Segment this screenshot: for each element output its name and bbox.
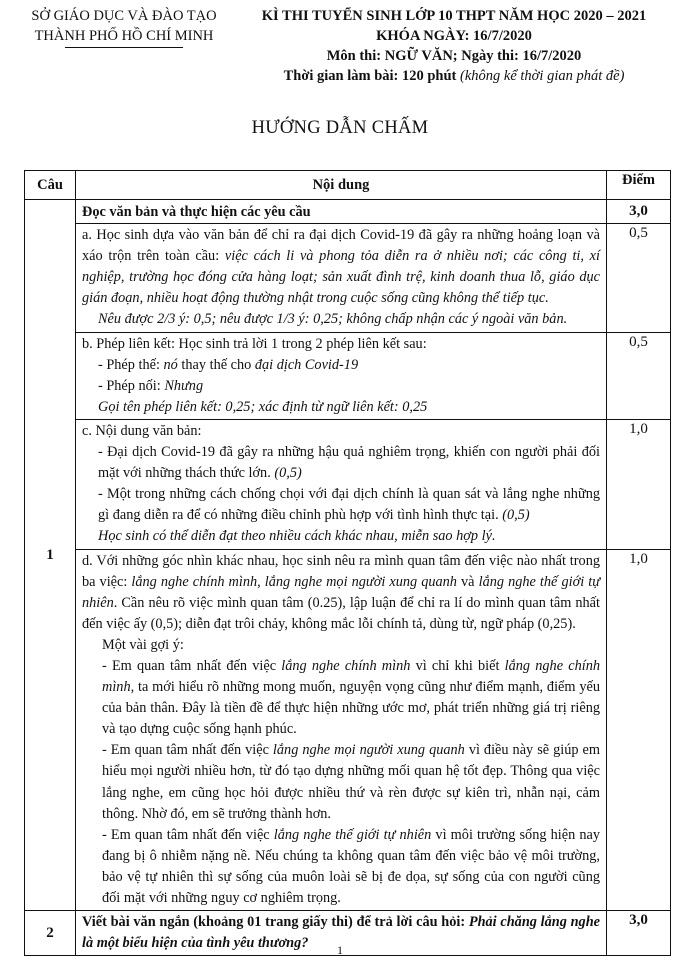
exam-date: KHÓA NGÀY: 16/7/2020 <box>376 28 532 44</box>
q1d-s2-italic: lắng nghe mọi người xung quanh <box>272 742 465 759</box>
q1d-s3-a: - Em quan tâm nhất đến việc <box>102 826 274 843</box>
q1b-the-word: nó <box>163 356 178 373</box>
q1c-point-2-text: - Một trong những cách chống chọi với đại dịch chính là quan sát và lắng nghe những gì đang diễn ra để có những điều chỉnh phù hợp với tình hình thực tại. <box>98 486 600 524</box>
q1c-content <box>76 419 607 549</box>
q1d-s1-italic: lắng nghe chính mình <box>281 657 411 674</box>
q1b-score: 0,5 <box>607 332 671 419</box>
q1a-text <box>82 225 600 309</box>
exam-duration-note: (không kể thời gian phát đề) <box>460 68 625 84</box>
table-header-row <box>25 171 671 200</box>
q1a-text-italic: việc cách li và phong tỏa diễn ra ở nhiều nơi; các công ti, xí nghiệp, trường học đóng cửa hàng loạt; sản xuất đình trệ, kinh doanh thua lỗ, giáo dục gián đoạn, nhiều hoạt động thường nhật trong cuộc sống cũng không thể tiếp tục. <box>82 248 600 307</box>
q1d-intro-3: . Cần nêu rõ việc mình quan tâm (0.25), lập luận để chỉ ra lí do mình quan tâm nhất đến việc ấy (0,5); diễn đạt trôi chảy, không mắc lỗi chính tả, dùng từ, ngữ pháp (0,25). <box>82 594 600 632</box>
page-title: HƯỚNG DẪN CHẤM <box>251 118 429 138</box>
q1d-intro-1: d. Với những góc nhìn khác nhau, học sinh nêu ra mình quan tâm đến việc nào nhất trong ba việc: <box>82 552 600 590</box>
table-row <box>25 419 671 549</box>
q1d-content <box>76 549 607 911</box>
q1c-note: Học sinh có thể diễn đạt theo nhiều cách khác nhau, miễn sao hợp lý. <box>98 528 496 545</box>
q1d-s2-a: - Em quan tâm nhất đến việc <box>102 742 273 759</box>
issuer-line-2: THÀNH PHỐ HỒ CHÍ MINH <box>34 28 214 44</box>
exam-header <box>236 6 672 86</box>
q1b-the-prefix: - Phép thế: <box>98 356 164 373</box>
q1d-intro <box>82 551 600 635</box>
q1d-s1-a: - Em quan tâm nhất đến việc <box>102 657 282 674</box>
q1b-noi <box>82 376 600 397</box>
q1d-s2-b: vì điều này sẽ giúp em hiểu mọi người nhiều hơn, từ đó tạo dựng những mối quan hệ tốt đẹp. Thông qua việc lắng nghe, em cũng học hỏi được nhiều thứ và rèn được sự kiên trì, nhẫn nại, cảm thông. Nhờ đó, em sẽ trưởng thành hơn. <box>102 742 600 822</box>
q1b-noi-word: Nhưng <box>164 377 204 394</box>
exam-duration-main: Thời gian làm bài: 120 phút <box>283 68 457 84</box>
q1d-s3-b: vì môi trường sống hiện nay đang bị ô nhiễm nặng nề. Nếu chúng ta không quan tâm đến việc bảo vệ môi trường, bảo vệ tự nhiên thì sự sống của muôn loài sẽ bị đe dọa, sự sống của con người cũng đối mặt với những nguy cơ nghiêm trọng. <box>102 826 601 906</box>
q1c-point-1-score: (0,5) <box>274 465 302 482</box>
q1-heading-score: 3,0 <box>607 200 671 224</box>
q2-score: 3,0 <box>607 911 671 956</box>
q1b-note: Gọi tên phép liên kết: 0,25; xác định từ ngữ liên kết: 0,25 <box>98 398 428 415</box>
q1b-text: b. Phép liên kết: Học sinh trả lời 1 trong 2 phép liên kết sau: <box>82 335 427 352</box>
q1a-content <box>76 224 607 332</box>
page-number: 1 <box>337 943 343 957</box>
grading-table <box>24 170 671 956</box>
q1c-point-1 <box>82 442 600 484</box>
q1-heading: Đọc văn bản và thực hiện các yêu cầu <box>76 200 607 224</box>
q1c-point-2-score: (0,5) <box>502 507 530 524</box>
q1c-point-2 <box>82 484 600 526</box>
q1b-the-mid: thay thế cho <box>177 356 255 373</box>
q1c-text: c. Nội dung văn bản: <box>82 422 202 439</box>
q1a-score: 0,5 <box>607 224 671 332</box>
table-row <box>25 224 671 332</box>
col-header-noidung: Nội dung <box>76 171 607 200</box>
issuer-underline <box>65 47 183 48</box>
q1c-point-1-text: - Đại dịch Covid-19 đã gây ra những hậu quả nghiêm trọng, khiến con người phải đối mặt với những thách thức lớn. <box>98 444 600 482</box>
q1b-the-target: đại dịch Covid-19 <box>254 356 359 373</box>
q1d-s1-b: vì chỉ khi biết <box>410 657 505 674</box>
q1b-the <box>82 355 600 376</box>
q1c-score: 1,0 <box>607 419 671 549</box>
q1d-intro-italic-2: lắng nghe thế giới tự nhiên <box>82 573 600 611</box>
table-row <box>25 332 671 419</box>
q1a-note: Nêu được 2/3 ý: 0,5; nêu được 1/3 ý: 0,25; không chấp nhận các ý ngoài văn bản. <box>98 311 568 328</box>
exam-duration <box>236 66 672 86</box>
question-number-2: 2 <box>25 911 76 956</box>
q1d-intro-2: và <box>456 573 479 590</box>
q2-text: Viết bài văn ngắn (khoảng 01 trang giấy thi) để trả lời câu hỏi: <box>82 914 469 931</box>
col-header-diem: Điểm <box>607 171 671 200</box>
q1b-noi-prefix: - Phép nối: <box>98 377 165 394</box>
q1d-score: 1,0 <box>607 549 671 911</box>
q1d-intro-italic-1: lắng nghe chính mình, lắng nghe mọi người xung quanh <box>131 573 457 590</box>
q1b-content <box>76 332 607 419</box>
q1d-suggestion-3 <box>82 825 600 909</box>
q1d-suggestion-2 <box>82 740 600 824</box>
exam-title: KÌ THI TUYỂN SINH LỚP 10 THPT NĂM HỌC 2020 – 2021 <box>261 8 647 24</box>
q1d-s3-italic: lắng nghe thế giới tự nhiên <box>273 826 432 843</box>
issuer-line-1: SỞ GIÁO DỤC VÀ ĐÀO TẠO <box>31 8 217 24</box>
q1d-suggestion-1 <box>82 656 600 740</box>
q1d-s1-italic-2: lắng nghe chính mình <box>102 657 600 696</box>
exam-subject: Môn thi: NGỮ VĂN; Ngày thi: 16/7/2020 <box>326 48 582 64</box>
table-row <box>25 200 671 224</box>
q2-question: Phải chăng lắng nghe là một biểu hiện của tình yêu thương? <box>82 914 600 952</box>
q1a-text-plain: a. Học sinh dựa vào văn bản để chỉ ra đại dịch Covid-19 đã gây ra những hoảng loạn và xáo trộn trên toàn cầu: <box>82 227 600 265</box>
issuer-header <box>12 6 236 48</box>
question-number-1: 1 <box>25 200 76 911</box>
q1d-s1-c: , ta mới hiểu rõ những mong muốn, nguyện vọng cũng như điểm mạnh, điểm yếu của bản thân. Đây là tiền đề để thực hiện những ước mơ, phát triển những giá trị riêng và tạo dựng cuộc sống hạnh phúc. <box>102 679 600 738</box>
table-row <box>25 549 671 911</box>
q1d-suggest: Một vài gợi ý: <box>102 636 184 653</box>
col-header-cau: Câu <box>25 171 76 200</box>
